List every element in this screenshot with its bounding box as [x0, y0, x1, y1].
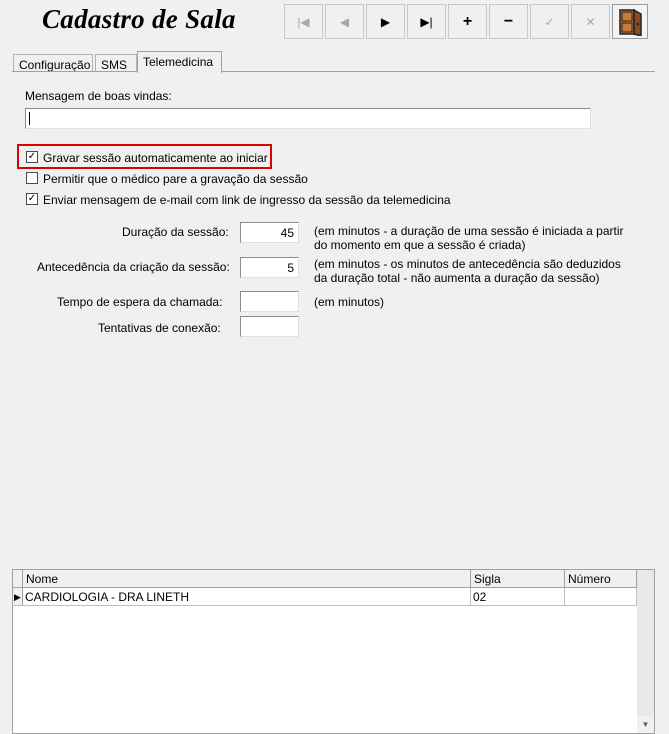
first-record-button[interactable] [284, 4, 323, 39]
duration-label: Duração da sessão: [122, 225, 229, 239]
tab-telemedicina[interactable]: Telemedicina [137, 51, 222, 73]
column-header-sigla[interactable]: Sigla [471, 570, 565, 588]
grid-corner [13, 570, 23, 588]
scroll-down-icon[interactable]: ▼ [637, 716, 654, 733]
allow-stop-recording-checkbox[interactable] [26, 172, 38, 184]
row-indicator-icon: ▶ [13, 588, 23, 606]
insert-record-button[interactable] [448, 4, 487, 39]
advance-hint-line1: (em minutos - os minutos de antecedência são deduzidos [314, 257, 621, 271]
plus-icon: + [462, 12, 473, 30]
check-icon: ✓ [544, 14, 555, 29]
cell-numero[interactable] [565, 588, 637, 606]
cell-sigla[interactable]: 02 [471, 588, 565, 606]
wait-time-hint: (em minutos) [314, 295, 385, 309]
exit-button[interactable] [612, 4, 648, 39]
last-record-icon: ▶| [420, 14, 433, 29]
exit-door-icon [617, 8, 643, 36]
send-email-label[interactable]: Enviar mensagem de e-mail com link de ingresso da sessão da telemedicina [43, 193, 451, 207]
auto-record-checkbox[interactable]: ✓ [27, 151, 37, 162]
advance-input[interactable]: 5 [240, 257, 299, 278]
tab-configuracao[interactable]: Configuração [13, 54, 93, 72]
prior-record-icon: ◀ [339, 14, 350, 29]
next-record-button[interactable] [366, 4, 405, 39]
first-record-icon: |◀ [297, 14, 310, 29]
wait-time-label: Tempo de espera da chamada: [57, 295, 223, 309]
advance-hint-line2: da duração total - não aumenta a duração da sessão) [314, 271, 600, 285]
post-record-button[interactable] [530, 4, 569, 39]
text-caret [29, 112, 30, 125]
cell-nome[interactable]: CARDIOLOGIA - DRA LINETH [23, 588, 471, 606]
delete-record-button[interactable] [489, 4, 528, 39]
cancel-icon: ✕ [585, 14, 596, 29]
rooms-grid[interactable] [12, 569, 655, 734]
prior-record-button[interactable] [325, 4, 364, 39]
tab-sms[interactable]: SMS [95, 54, 137, 72]
allow-stop-recording-label[interactable]: Permitir que o médico pare a gravação da sessão [43, 172, 308, 186]
attempts-label: Tentativas de conexão: [98, 321, 221, 335]
duration-hint-line2: do momento em que a sessão é criada) [314, 238, 526, 252]
welcome-message-input[interactable] [25, 108, 591, 129]
last-record-button[interactable] [407, 4, 446, 39]
wait-time-input[interactable] [240, 291, 299, 312]
welcome-message-label: Mensagem de boas vindas: [25, 89, 172, 103]
window-title: Cadastro de Sala [42, 4, 236, 34]
navigator-toolbar [284, 4, 648, 41]
column-header-nome[interactable]: Nome [23, 570, 471, 588]
attempts-input[interactable] [240, 316, 299, 337]
send-email-checkbox[interactable]: ✓ [27, 193, 37, 204]
column-header-numero[interactable]: Número [565, 570, 637, 588]
duration-input[interactable]: 45 [240, 222, 299, 243]
grid-vertical-scrollbar[interactable] [637, 570, 654, 733]
minus-icon: − [503, 12, 514, 30]
next-record-icon: ▶ [380, 14, 391, 29]
advance-label: Antecedência da criação da sessão: [37, 260, 230, 274]
duration-hint-line1: (em minutos - a duração de uma sessão é iniciada a partir [314, 224, 624, 238]
cancel-record-button[interactable] [571, 4, 610, 39]
auto-record-label[interactable]: Gravar sessão automaticamente ao iniciar [43, 151, 268, 165]
